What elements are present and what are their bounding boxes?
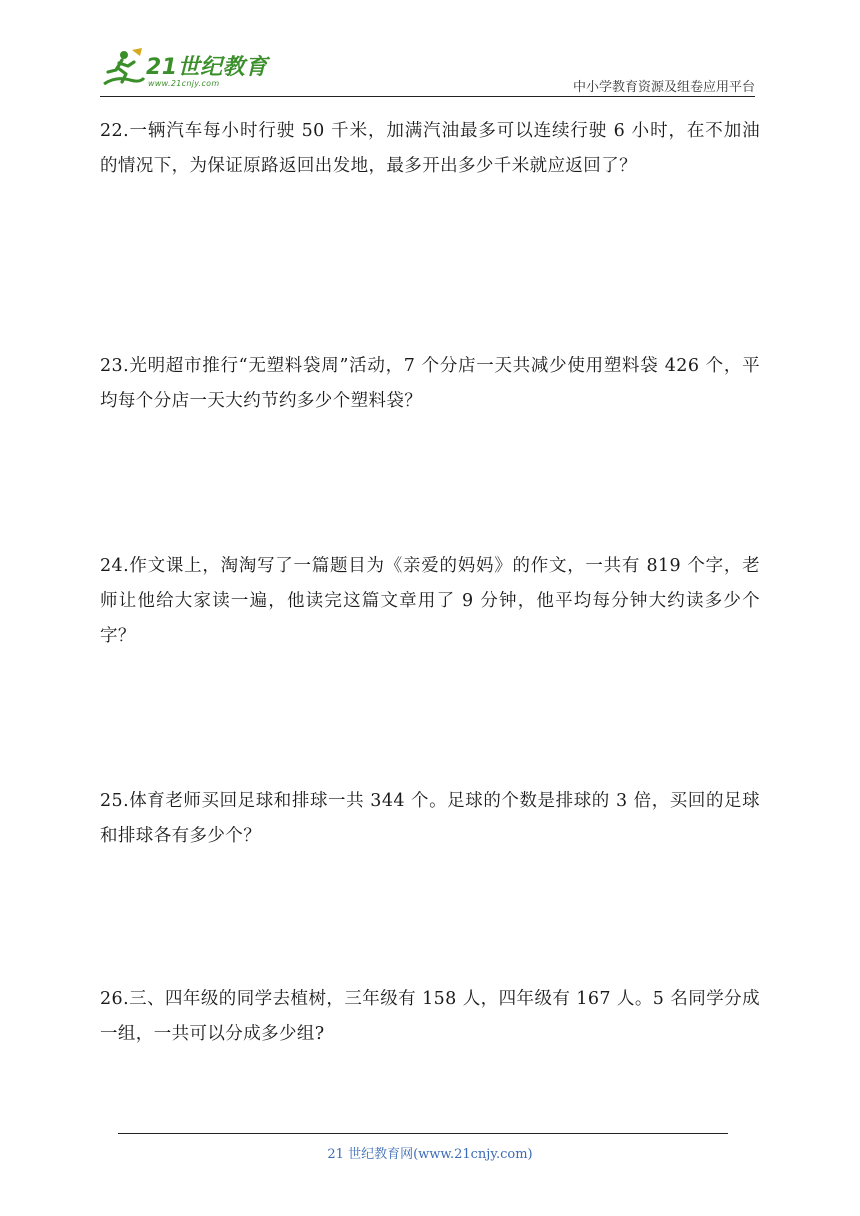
question-24 xyxy=(100,549,760,654)
question-text: 光明超市推行“无塑料袋周”活动，7 个分店一天共减少使用塑料袋 426 个，平均每个分店一天大约节约多少个塑料袋？ xyxy=(100,356,760,411)
question-text: 三、四年级的同学去植树，三年级有 158 人，四年级有 167 人。5 名同学分成一组，一共可以分成多少组? xyxy=(100,989,760,1044)
question-23 xyxy=(100,349,760,419)
question-number: 25. xyxy=(100,791,130,811)
question-number: 23. xyxy=(100,356,130,376)
header-divider xyxy=(100,96,755,97)
question-text: 作文课上，淘淘写了一篇题目为《亲爱的妈妈》的作文，一共有 819 个字，老师让他给大家读一遍，他读完这篇文章用了 9 分钟，他平均每分钟大约读多少个字？ xyxy=(100,556,760,646)
question-26 xyxy=(100,982,760,1052)
question-25 xyxy=(100,784,760,854)
question-22 xyxy=(100,114,760,184)
question-text: 体育老师买回足球和排球一共 344 个。足球的个数是排球的 3 倍，买回的足球和排球各有多少个？ xyxy=(100,791,760,846)
page-header xyxy=(100,40,755,96)
runner-logo-icon xyxy=(100,48,146,92)
logo-url: www.21cnjy.com xyxy=(148,79,220,88)
page-footer: 21 世纪教育网(www.21cnjy.com) xyxy=(327,1147,533,1162)
question-number: 22. xyxy=(100,121,130,141)
footer-divider xyxy=(118,1133,728,1134)
question-text: 一辆汽车每小时行驶 50 千米，加满汽油最多可以连续行驶 6 小时，在不加油的情况下，为保证原路返回出发地，最多开出多少千米就应返回了？ xyxy=(100,121,760,176)
header-tagline: 中小学教育资源及组卷应用平台 xyxy=(572,80,755,95)
logo-text: 21世纪教育 xyxy=(146,55,268,80)
question-number: 26. xyxy=(100,989,130,1009)
logo xyxy=(100,48,275,94)
question-number: 24. xyxy=(100,556,130,576)
